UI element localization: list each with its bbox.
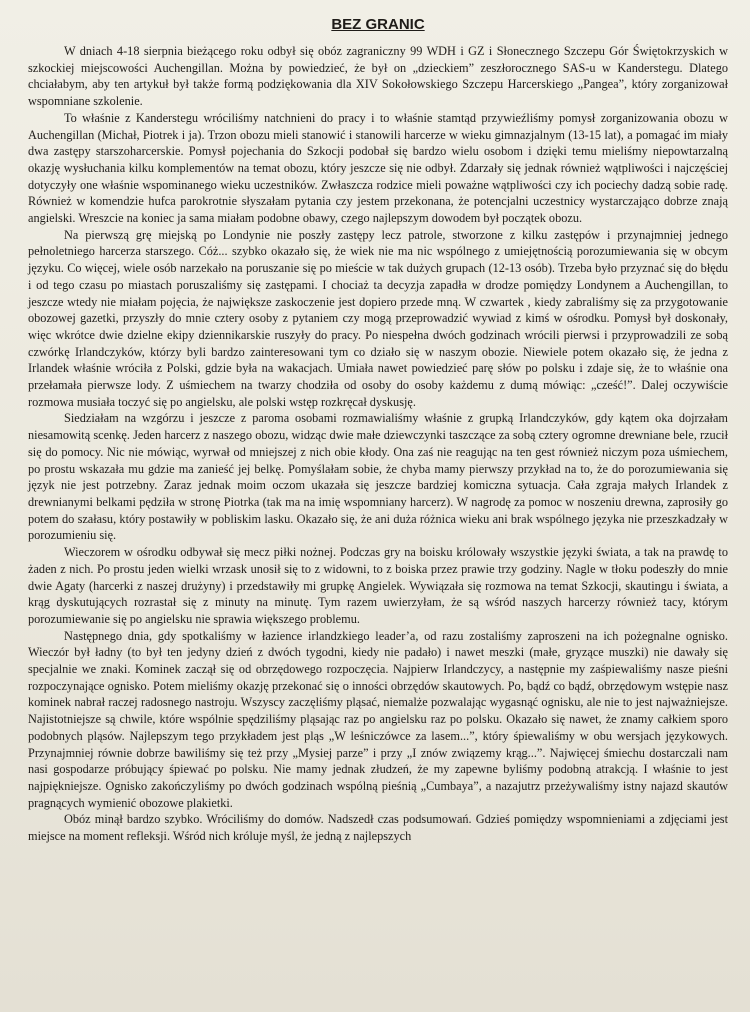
- paragraph: Następnego dnia, gdy spotkaliśmy w łazience irlandzkiego leader’a, od razu zostaliśmy zaproszeni na ich pożegnalne ognisko. Wieczór był ładny (to był ten jedyny dzień z dwóch tygodni, kiedy nie padało) i nawet meszki (małe, gryzące muszki) nie dawały się specjalnie we znaki. Kominek zaczął się od obrzędowego rozpoczęcia. Najpierw Irlandczycy, a następnie my zaśpiewaliśmy nasze pieśni rozpoczynające ognisko. Potem mieliśmy okazję przekonać się o inności obrzędów skautowych. Po, bądź co bądź, obrzędowym wstępie nasz kominek nabrał raczej radosnego nastroju. Wszyscy zaczęliśmy pląsać, niemalże pozwalając wygasnąć ognisku, ale nie to jest najważniejsze. Najistotniejsze są chwile, które wspólnie spędziliśmy pląsając raz po angielsku raz po polsku. Okazało się nawet, że znamy całkiem sporo podobnych pląsów. Najlepszym tego przykładem jest pląs „W leśniczówce za lasem...”, który śpiewaliśmy w obu wersjach językowych. Przynajmniej równie dobrze bawiliśmy się też przy „Mysiej parze” i przy „I znów związemy krąg...”. Najwięcej śmiechu dostarczali nam nasi gospodarze próbujący śpiewać po polsku. Nie mamy jednak złudzeń, że my zapewne byliśmy podobną atrakcją. I właśnie to jest najpiękniejsze. Ognisko zakończyliśmy po dwóch godzinach wspólną pieśnią „Cumbaya”, a nazajutrz przeżywaliśmy istny najazd skautów pragnących wymienić obozowe plakietki.: [28, 628, 728, 810]
- paragraph: To właśnie z Kanderstegu wróciliśmy natchnieni do pracy i to właśnie stamtąd przywieźliśmy pomysł zorganizowania obozu w Auchengillan (Michał, Piotrek i ja). Trzon obozu mieli stanowić i stanowili harcerze w wieku gimnazjalnym (13-15 lat), a pomagać im miały dwa zastępy starszoharcerskie. Pomysł pojechania do Szkocji podobał się bardzo wielu osobom i dzięki temu mieliśmy niepowtarzalną okazję wysłuchania kilku komplementów na temat obozu, który jeszcze się nie odbył. Zdarzały się jednak również wątpliwości i najczęściej dotyczyły one właśnie wspominanego wieku uczestników. Zwłaszcza rodzice mieli poważne wątpliwości czy ich pociechy dadzą sobie radę. Również w komendzie hufca parokrotnie słyszałam pytania czy jestem przekonana, że potencjalni uczestnicy wystarczająco dobrze znają angielski. Wreszcie na koniec ja sama miałam podobne obawy, czego najlepszym dowodem był początek obozu.: [28, 110, 728, 226]
- article-title: BEZ GRANIC: [331, 16, 425, 33]
- paragraph: Siedziałam na wzgórzu i jeszcze z paroma osobami rozmawialiśmy właśnie z grupką Irlandczyków, gdy kątem oka dojrzałam niesamowitą scenkę. Jeden harcerz z naszego obozu, widząc dwie małe dziewczynki taszczące za sobą cztery ogromne drewniane bele, rzucił się do pomocy. Nic nie mówiąc, wyrwał od mniejszej z nich obie kłody. Ona zaś nie reagując na ten gest również niczym poza uśmiechem, po prostu wskazała mu gdzie ma zanieść jej belkę. Pomyślałam sobie, że chyba mamy pierwszy przykład na to, że do porozumiewania się język nie jest potrzebny. Zaraz jednak moim oczom ukazała się jeszcze bardziej komiczna sytuacja. Cała zgraja małych Irlandek z drewnianymi belkami pędziła w stronę Piotrka (tak ma na imię wspomniany harcerz). W nagrodę za pomoc w noszeniu drewna, zaprosiły go potem do szałasu, który postawiły w pobliskim lasku. Okazało się, że ani duża różnica wieku ani brak wspólnego języka nie przeszkadzały w porozumieniu się.: [28, 411, 728, 543]
- paragraph: Wieczorem w ośrodku odbywał się mecz piłki nożnej. Podczas gry na boisku królowały wszystkie języki świata, a tak na prawdę to żaden z nich. Po prostu jeden wielki wrzask unosił się to z widowni, to z boiska przez prawie trzy godziny. Nagle w tłoku podeszły do mnie dwie Agaty (harcerki z naszej drużyny) i przedstawiły mi grupkę Angielek. Wywiązała się rozmowa na temat Szkocji, skautingu i świata, a krąg dyskutujących rozrastał się z minuty na minutę. Tym razem uwierzyłam, że są wśród naszych harcerzy również tacy, którym porozumiewanie się po angielsku nie sprawia większego problemu.: [28, 545, 728, 626]
- paragraph: Na pierwszą grę miejską po Londynie nie poszły zastępy lecz patrole, stworzone z kilku zastępów i przynajmniej jednego pełnoletniego harcerza starszego. Cóż... szybko okazało się, że wiek nie ma nic wspólnego z umiejętnością porozumiewania się w obcym języku. Co więcej, wiele osób narzekało na poruszanie się po mieście w tak dużych grupach (12-13 osób). Trzeba było przyznać się do błędu i od tego czasu po miastach poruszaliśmy się zastępami. I chociaż ta decyzja zapadła w drodze pomiędzy Londynem a Auchengillan, to jeszcze wtedy nie miałam pojęcia, że największe zaskoczenie jest dopiero przede mną. W czwartek , kiedy zabraliśmy się za przygotowanie obozowej gazetki, przyszły do mnie cztery osoby z pytaniem czy mogą przeprowadzić wywiad z kimś w ośrodku. Pomysł był doskonały, więc wkrótce dwie dzielne ekipy dziennikarskie ruszyły do pracy. Po niespełna dwóch godzinach wrócili pierwsi i przyprowadzili ze sobą czwórkę Irlandczyków, którzy byli bardzo zainteresowani tym co działo się w naszym obozie. Niewiele potem okazało się, że jedna z Irlandek właśnie wróciła z Polski, gdzie była na wakacjach. Umiała nawet powiedzieć parę słów po polsku i zdaje się, że to właśnie ona przełamała pierwsze lody. Z uśmiechem na twarzy chodziła od osoby do osoby każdemu z dumą mówiąc: „cześć!”. Dalej oczywiście rozmowa musiała toczyć się po angielsku, ale polski wstęp rozkręcał dyskusję.: [28, 227, 728, 409]
- paragraph: Obóz minął bardzo szybko. Wróciliśmy do domów. Nadszedł czas podsumowań. Gdzieś pomiędzy wspomnieniami a zdjęciami jest miejsce na moment refleksji. Wśród nich króluje myśl, że jedną z najlepszych: [28, 812, 728, 844]
- paragraph: W dniach 4-18 sierpnia bieżącego roku odbył się obóz zagraniczny 99 WDH i GZ i Słonecznego Szczepu Gór Świętokrzyskich w szkockiej miejscowości Auchengillan. Można by powiedzieć, że był on „dzieckiem” zeszłorocznego SAS-u w Kanderstegu. Dlatego chciałabym, aby ten artykuł był także formą podziękowania dla XIV Sokołowskiego Szczepu Harcerskiego „Pangea”, który zorganizował wspomniane szkolenie.: [28, 44, 728, 109]
- article-body: [28, 43, 728, 845]
